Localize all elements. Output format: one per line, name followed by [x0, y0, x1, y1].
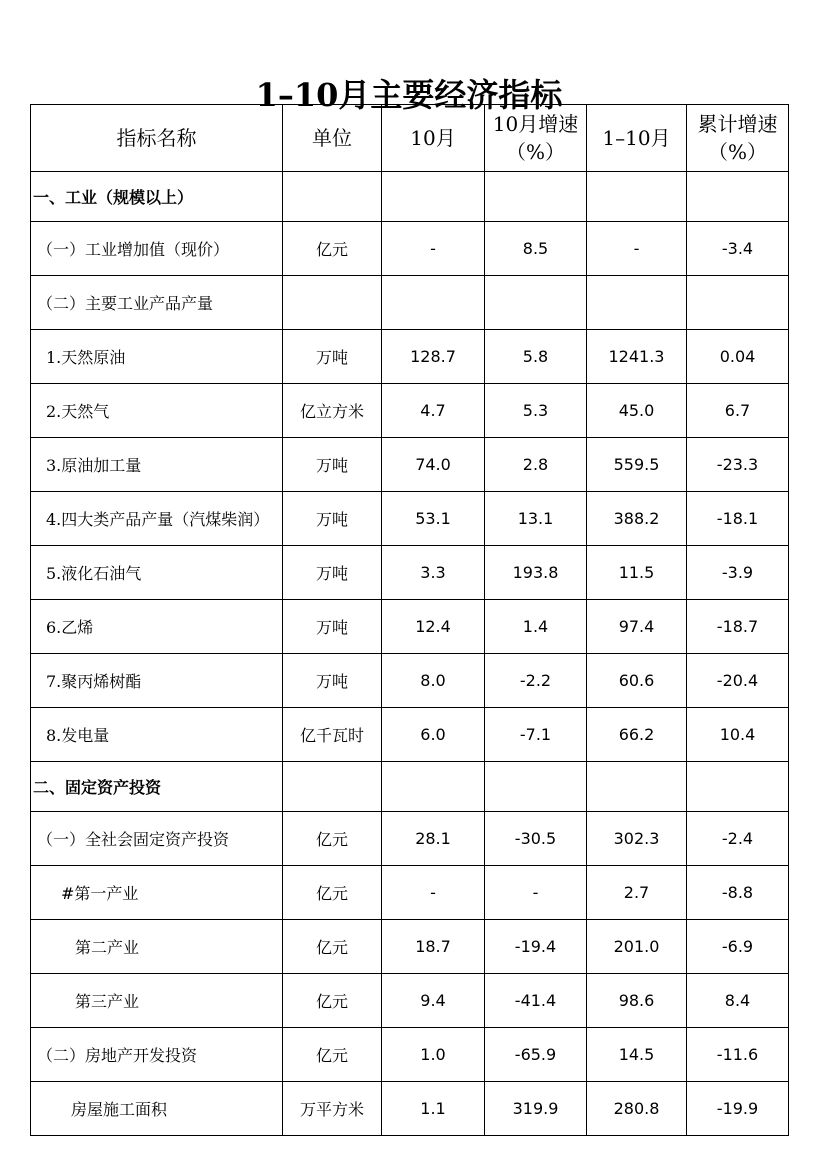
- cumulative-growth-value: [687, 762, 789, 812]
- indicator-unit: 万平方米: [283, 1082, 382, 1136]
- indicator-name: （二）主要工业产品产量: [31, 276, 283, 330]
- cumulative-value: 2.7: [587, 866, 687, 920]
- cumulative-value: 14.5: [587, 1028, 687, 1082]
- indicator-unit: 万吨: [283, 492, 382, 546]
- indicator-name: 第三产业: [31, 974, 283, 1028]
- cumulative-growth-value: -18.1: [687, 492, 789, 546]
- month-growth-value: 193.8: [485, 546, 587, 600]
- table-row: [31, 438, 789, 492]
- cumulative-growth-value: -19.9: [687, 1082, 789, 1136]
- month-value: 4.7: [382, 384, 485, 438]
- table-row: [31, 708, 789, 762]
- indicator-name: 1.天然原油: [31, 330, 283, 384]
- indicator-name: （一）全社会固定资产投资: [31, 812, 283, 866]
- cumulative-value: 280.8: [587, 1082, 687, 1136]
- month-growth-value: -65.9: [485, 1028, 587, 1082]
- month-growth-value: 1.4: [485, 600, 587, 654]
- header-month: 10月: [382, 105, 485, 172]
- table-row: [31, 384, 789, 438]
- cumulative-value: 66.2: [587, 708, 687, 762]
- month-growth-value: -41.4: [485, 974, 587, 1028]
- month-growth-value: 319.9: [485, 1082, 587, 1136]
- month-value: 53.1: [382, 492, 485, 546]
- cumulative-growth-value: -11.6: [687, 1028, 789, 1082]
- indicator-unit: 万吨: [283, 330, 382, 384]
- indicator-unit: 万吨: [283, 438, 382, 492]
- month-value: 1.0: [382, 1028, 485, 1082]
- indicator-name: 4.四大类产品产量（汽煤柴润）: [31, 492, 283, 546]
- cumulative-growth-value: 0.04: [687, 330, 789, 384]
- cumulative-value: 45.0: [587, 384, 687, 438]
- indicator-unit: 亿千瓦时: [283, 708, 382, 762]
- table-row: [31, 974, 789, 1028]
- month-value: [382, 762, 485, 812]
- cumulative-growth-value: [687, 276, 789, 330]
- indicator-name: 房屋施工面积: [31, 1082, 283, 1136]
- month-growth-value: [485, 762, 587, 812]
- header-cumulative-growth: [687, 105, 789, 172]
- month-value: 12.4: [382, 600, 485, 654]
- cumulative-growth-value: -23.3: [687, 438, 789, 492]
- cumulative-growth-value: -6.9: [687, 920, 789, 974]
- table-row: [31, 330, 789, 384]
- indicator-name: 3.原油加工量: [31, 438, 283, 492]
- header-cumulative: 1–10月: [587, 105, 687, 172]
- indicator-unit: 亿元: [283, 812, 382, 866]
- cumulative-value: 559.5: [587, 438, 687, 492]
- indicator-name: 一、工业（规模以上）: [31, 172, 283, 222]
- cumulative-value: [587, 762, 687, 812]
- cumulative-value: 1241.3: [587, 330, 687, 384]
- cumulative-growth-value: -3.9: [687, 546, 789, 600]
- month-value: -: [382, 866, 485, 920]
- table-row: [31, 654, 789, 708]
- table-row: [31, 600, 789, 654]
- month-growth-value: -30.5: [485, 812, 587, 866]
- month-value: 18.7: [382, 920, 485, 974]
- table-row: [31, 276, 789, 330]
- indicator-unit: 亿元: [283, 866, 382, 920]
- month-value: [382, 172, 485, 222]
- indicator-unit: [283, 276, 382, 330]
- month-value: 128.7: [382, 330, 485, 384]
- table-row: [31, 920, 789, 974]
- indicator-unit: 万吨: [283, 600, 382, 654]
- month-value: [382, 276, 485, 330]
- header-cumulative-growth-label: 累计增速: [697, 112, 778, 136]
- indicator-unit: 亿元: [283, 1028, 382, 1082]
- cumulative-value: 11.5: [587, 546, 687, 600]
- indicator-unit: 万吨: [283, 546, 382, 600]
- month-value: 74.0: [382, 438, 485, 492]
- table-row: [31, 1028, 789, 1082]
- page-title: 1–10月主要经济指标: [255, 76, 563, 115]
- cumulative-value: 98.6: [587, 974, 687, 1028]
- table-row: [31, 222, 789, 276]
- table-row: [31, 812, 789, 866]
- cumulative-growth-value: -20.4: [687, 654, 789, 708]
- cumulative-value: 302.3: [587, 812, 687, 866]
- header-indicator-name: 指标名称: [31, 105, 283, 172]
- header-month-growth-label: 10月增速: [492, 112, 579, 136]
- month-value: 9.4: [382, 974, 485, 1028]
- month-growth-value: 5.3: [485, 384, 587, 438]
- cumulative-growth-value: -2.4: [687, 812, 789, 866]
- indicator-name: #第一产业: [31, 866, 283, 920]
- indicator-name: 8.发电量: [31, 708, 283, 762]
- month-growth-value: -2.2: [485, 654, 587, 708]
- indicator-name: （二）房地产开发投资: [31, 1028, 283, 1082]
- table-row: [31, 866, 789, 920]
- month-growth-value: 2.8: [485, 438, 587, 492]
- cumulative-value: -: [587, 222, 687, 276]
- cumulative-growth-value: -3.4: [687, 222, 789, 276]
- cumulative-growth-value: 8.4: [687, 974, 789, 1028]
- indicators-table: [30, 104, 789, 1136]
- indicator-unit: 亿元: [283, 222, 382, 276]
- header-cumulative-growth-unit: （%）: [707, 140, 767, 164]
- header-month-growth: [485, 105, 587, 172]
- indicator-name: 6.乙烯: [31, 600, 283, 654]
- month-value: 3.3: [382, 546, 485, 600]
- table-row: [31, 492, 789, 546]
- table-row: [31, 546, 789, 600]
- month-value: 1.1: [382, 1082, 485, 1136]
- table-row: [31, 172, 789, 222]
- indicator-name: 7.聚丙烯树酯: [31, 654, 283, 708]
- month-growth-value: [485, 172, 587, 222]
- cumulative-value: 60.6: [587, 654, 687, 708]
- cumulative-value: [587, 172, 687, 222]
- header-unit: 单位: [283, 105, 382, 172]
- table-row: [31, 762, 789, 812]
- month-value: 8.0: [382, 654, 485, 708]
- indicator-name: 二、固定资产投资: [31, 762, 283, 812]
- indicator-unit: 亿元: [283, 974, 382, 1028]
- cumulative-growth-value: 10.4: [687, 708, 789, 762]
- header-month-growth-unit: （%）: [505, 140, 565, 164]
- indicator-unit: [283, 172, 382, 222]
- indicator-name: 第二产业: [31, 920, 283, 974]
- table-header-row: [31, 105, 789, 172]
- month-value: -: [382, 222, 485, 276]
- indicator-name: 2.天然气: [31, 384, 283, 438]
- month-growth-value: -: [485, 866, 587, 920]
- cumulative-value: [587, 276, 687, 330]
- indicator-unit: [283, 762, 382, 812]
- month-value: 6.0: [382, 708, 485, 762]
- cumulative-growth-value: -8.8: [687, 866, 789, 920]
- month-value: 28.1: [382, 812, 485, 866]
- cumulative-growth-value: -18.7: [687, 600, 789, 654]
- cumulative-growth-value: 6.7: [687, 384, 789, 438]
- month-growth-value: 13.1: [485, 492, 587, 546]
- indicator-unit: 亿立方米: [283, 384, 382, 438]
- cumulative-growth-value: [687, 172, 789, 222]
- month-growth-value: 5.8: [485, 330, 587, 384]
- indicator-name: 5.液化石油气: [31, 546, 283, 600]
- table-row: [31, 1082, 789, 1136]
- month-growth-value: [485, 276, 587, 330]
- indicator-unit: 万吨: [283, 654, 382, 708]
- month-growth-value: -7.1: [485, 708, 587, 762]
- indicator-name: （一）工业增加值（现价）: [31, 222, 283, 276]
- cumulative-value: 97.4: [587, 600, 687, 654]
- cumulative-value: 201.0: [587, 920, 687, 974]
- indicator-unit: 亿元: [283, 920, 382, 974]
- month-growth-value: -19.4: [485, 920, 587, 974]
- month-growth-value: 8.5: [485, 222, 587, 276]
- cumulative-value: 388.2: [587, 492, 687, 546]
